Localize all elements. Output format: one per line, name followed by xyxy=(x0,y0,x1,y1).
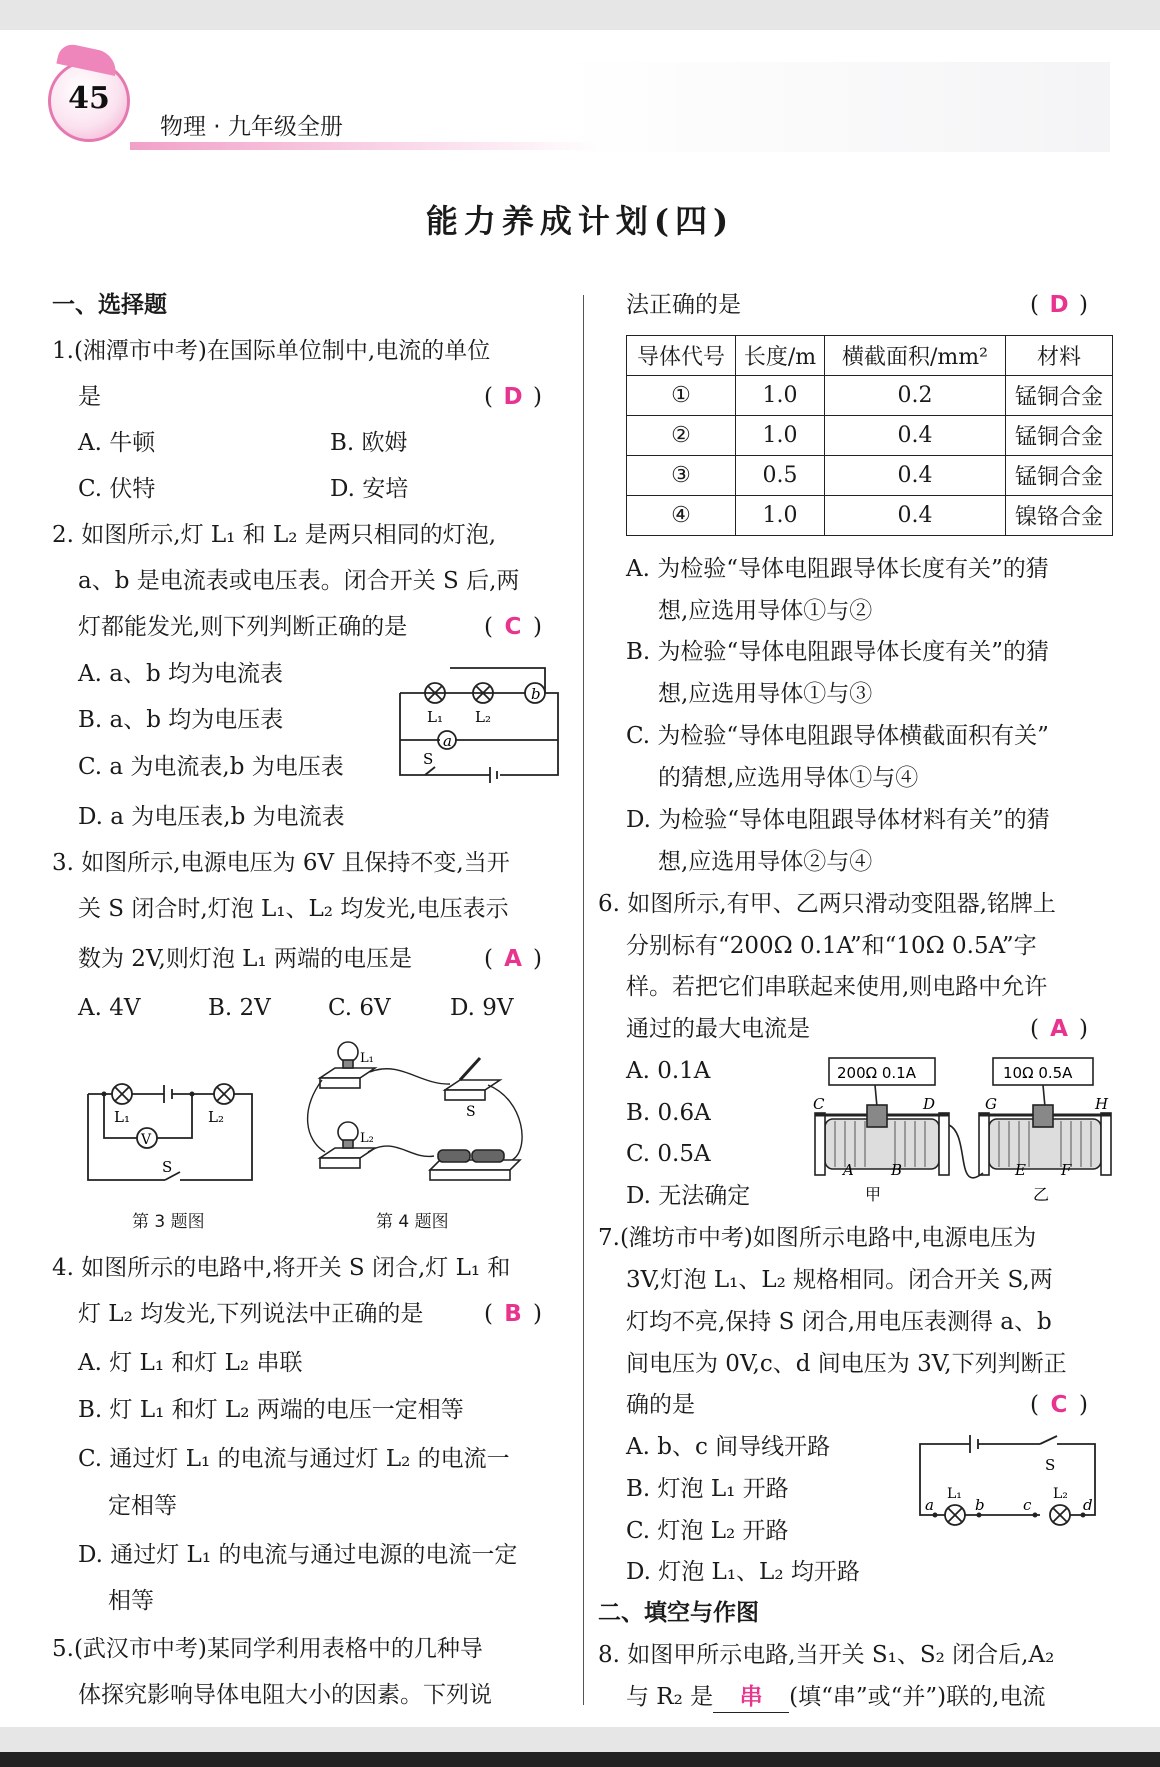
q1-option-b: B. 欧姆 xyxy=(330,430,408,456)
q5-option-a-line-2: 想,应选用导体①与② xyxy=(658,598,873,624)
table-cell: 1.0 xyxy=(736,416,825,456)
table-cell: ① xyxy=(627,376,736,416)
q3-line-2: 关 S 闭合时,灯泡 L₁、L₂ 均发光,电压表示 xyxy=(78,896,509,922)
q5-line-3: 法正确的是 xyxy=(626,292,741,318)
q6-answer-letter: A xyxy=(1050,1016,1068,1042)
q3-circuit-diagram xyxy=(80,1080,260,1190)
table-cell: ② xyxy=(627,416,736,456)
q6-line-4: 通过的最大电流是 xyxy=(626,1016,810,1042)
q7-point-d: d xyxy=(1083,1496,1093,1514)
q1-line-1: 1.(湘潭市中考)在国际单位制中,电流的单位 xyxy=(52,338,491,364)
q3-option-b: B. 2V xyxy=(208,995,271,1021)
q2-meter-a-label: a xyxy=(443,732,452,750)
q7-option-c: C. 灯泡 L₂ 开路 xyxy=(626,1518,789,1544)
table-cell: 0.5 xyxy=(736,456,825,496)
q6-answer: ( A ) xyxy=(1030,1016,1088,1042)
table-cell: 0.4 xyxy=(825,456,1006,496)
q1-answer-letter: D xyxy=(503,384,523,410)
q5-line-1: 5.(武汉市中考)某同学利用表格中的几种导 xyxy=(52,1636,483,1662)
q6-line-3: 样。若把它们串联起来使用,则电路中允许 xyxy=(626,974,1048,1000)
q8-line-2-post: (填“串”或“并”)联的,电流 xyxy=(789,1684,1046,1710)
q6-label-yi: 乙 xyxy=(1033,1185,1050,1204)
table-row xyxy=(627,456,1113,496)
q6-terminal-a: A xyxy=(843,1161,854,1179)
q7-circuit-diagram xyxy=(915,1430,1105,1525)
q6-terminal-b: B xyxy=(891,1161,903,1179)
table-cell: 0.4 xyxy=(825,496,1006,536)
table-cell: 0.2 xyxy=(825,376,1006,416)
table-cell: 1.0 xyxy=(736,496,825,536)
page-number-badge xyxy=(48,60,130,142)
q6-option-b: B. 0.6A xyxy=(626,1100,711,1126)
q4-option-c-line-1: C. 通过灯 L₁ 的电流与通过灯 L₂ 的电流一 xyxy=(78,1446,510,1472)
q2-meter-b-label: b xyxy=(531,685,541,703)
q2-switch-label: S xyxy=(423,750,434,768)
q4-answer: ( B ) xyxy=(484,1301,542,1327)
table-cell: 镍铬合金 xyxy=(1006,496,1113,536)
q3-l2-label: L₂ xyxy=(208,1108,224,1126)
page-title: 能力养成计划(四) xyxy=(425,202,735,240)
q2-option-d: D. a 为电压表,b 为电流表 xyxy=(78,804,345,830)
q7-line-1: 7.(潍坊市中考)如图所示电路中,电源电压为 xyxy=(598,1225,1037,1251)
q6-terminal-e: E xyxy=(1015,1161,1026,1179)
q7-l1-label: L₁ xyxy=(947,1486,962,1502)
q2-l1-label: L₁ xyxy=(427,708,443,726)
q5-option-c-line-1: C. 为检验“导体电阻跟导体横截面积有关” xyxy=(626,723,1049,749)
q7-option-a: A. b、c 间导线开路 xyxy=(626,1434,831,1460)
q7-line-4: 间电压为 0V,c、d 间电压为 3V,下列判断正 xyxy=(626,1351,1067,1377)
q2-answer: ( C ) xyxy=(484,614,542,640)
q8-blank-answer: 串 xyxy=(713,1682,789,1713)
q3-line-1: 3. 如图所示,电源电压为 6V 且保持不变,当开 xyxy=(52,850,510,876)
q2-l2-label: L₂ xyxy=(475,708,491,726)
table-cell: 锰铜合金 xyxy=(1006,376,1113,416)
q3-line-3: 数为 2V,则灯泡 L₁ 两端的电压是 xyxy=(78,946,412,972)
q6-line-1: 6. 如图所示,有甲、乙两只滑动变阻器,铭牌上 xyxy=(598,891,1056,917)
q1-option-d: D. 安培 xyxy=(330,476,409,502)
q5-option-b-line-1: B. 为检验“导体电阻跟导体长度有关”的猜 xyxy=(626,639,1050,665)
book-title: 物理 · 九年级全册 xyxy=(160,114,343,140)
header-underline xyxy=(130,142,600,150)
q2-line-3: 灯都能发光,则下列判断正确的是 xyxy=(78,614,408,640)
q5-answer: ( D ) xyxy=(1030,292,1088,318)
q5-option-c-line-2: 的猜想,应选用导体①与④ xyxy=(658,765,919,791)
q6-label-jia: 甲 xyxy=(865,1185,882,1204)
q2-option-c: C. a 为电流表,b 为电压表 xyxy=(78,754,344,780)
table-row xyxy=(627,376,1113,416)
table-header: 导体代号 xyxy=(627,336,736,376)
q7-line-2: 3V,灯泡 L₁、L₂ 规格相同。闭合开关 S,两 xyxy=(626,1267,1053,1293)
q3-switch-label: S xyxy=(162,1158,173,1176)
q4-line-1: 4. 如图所示的电路中,将开关 S 闭合,灯 L₁ 和 xyxy=(52,1255,511,1281)
q7-line-3: 灯均不亮,保持 S 闭合,用电压表测得 a、b xyxy=(626,1309,1052,1335)
q3-voltmeter-label: V xyxy=(141,1132,152,1148)
section-heading-choice: 一、选择题 xyxy=(52,292,167,318)
q3-answer: ( A ) xyxy=(484,946,542,972)
table-row xyxy=(627,416,1113,456)
q3-option-d: D. 9V xyxy=(450,995,514,1021)
header-band xyxy=(560,62,1110,152)
q6-line-2: 分别标有“200Ω 0.1A”和“10Ω 0.5A”字 xyxy=(626,933,1037,959)
q6-terminal-h: H xyxy=(1095,1095,1109,1113)
table-cell: 锰铜合金 xyxy=(1006,416,1113,456)
column-divider xyxy=(583,295,584,1705)
q3-option-c: C. 6V xyxy=(328,995,391,1021)
q7-l2-label: L₂ xyxy=(1053,1486,1068,1502)
q3-option-a: A. 4V xyxy=(78,995,141,1021)
q4-option-c-line-2: 定相等 xyxy=(108,1493,177,1519)
q7-answer-letter: C xyxy=(1050,1392,1068,1418)
table-cell: 0.4 xyxy=(825,416,1006,456)
table-header: 横截面积/mm² xyxy=(825,336,1006,376)
q5-option-d-line-1: D. 为检验“导体电阻跟导体材料有关”的猜 xyxy=(626,807,1050,833)
q4-option-d-line-2: 相等 xyxy=(108,1588,154,1614)
q4-circuit-drawing xyxy=(300,1040,530,1190)
q6-terminal-g: G xyxy=(985,1095,997,1113)
q3-answer-letter: A xyxy=(504,946,522,972)
q5-option-d-line-2: 想,应选用导体②与④ xyxy=(658,849,873,875)
table-header: 长度/m xyxy=(736,336,825,376)
q4-l1-label: L₁ xyxy=(360,1051,374,1066)
q2-option-a: A. a、b 均为电流表 xyxy=(78,661,283,687)
q4-switch-label: S xyxy=(466,1104,476,1120)
q6-plate-2: 10Ω 0.5A xyxy=(1003,1064,1073,1082)
table-cell: ④ xyxy=(627,496,736,536)
table-cell: 1.0 xyxy=(736,376,825,416)
q7-switch-label: S xyxy=(1045,1456,1056,1474)
section-heading-fill: 二、填空与作图 xyxy=(598,1600,759,1626)
table-cell: ③ xyxy=(627,456,736,496)
q1-option-c: C. 伏特 xyxy=(78,476,156,502)
q4-answer-letter: B xyxy=(504,1301,522,1327)
table-row xyxy=(627,496,1113,536)
table-header-row xyxy=(627,336,1113,376)
q5-line-2: 体探究影响导体电阻大小的因素。下列说 xyxy=(78,1682,492,1708)
q6-option-d: D. 无法确定 xyxy=(626,1183,751,1209)
q6-terminal-f: F xyxy=(1061,1161,1072,1179)
q6-option-a: A. 0.1A xyxy=(626,1058,711,1084)
q4-l2-label: L₂ xyxy=(360,1131,374,1146)
page-number: 45 xyxy=(68,81,110,116)
q2-line-2: a、b 是电流表或电压表。闭合开关 S 后,两 xyxy=(78,568,520,594)
q7-option-d: D. 灯泡 L₁、L₂ 均开路 xyxy=(626,1559,860,1585)
q8-line-2 xyxy=(626,1682,1045,1713)
q2-circuit-diagram xyxy=(395,660,565,780)
q7-point-c: c xyxy=(1023,1496,1032,1514)
q3-l1-label: L₁ xyxy=(114,1108,130,1126)
q7-point-b: b xyxy=(975,1496,985,1514)
q2-answer-letter: C xyxy=(504,614,522,640)
q6-terminal-c: C xyxy=(813,1095,825,1113)
q4-option-d-line-1: D. 通过灯 L₁ 的电流与通过电源的电流一定 xyxy=(78,1542,518,1568)
q4-option-a: A. 灯 L₁ 和灯 L₂ 串联 xyxy=(78,1350,303,1376)
q2-line-1: 2. 如图所示,灯 L₁ 和 L₂ 是两只相同的灯泡, xyxy=(52,522,497,548)
q7-point-a: a xyxy=(925,1496,934,1514)
q5-option-b-line-2: 想,应选用导体①与③ xyxy=(658,681,873,707)
q6-plate-1: 200Ω 0.1A xyxy=(837,1064,916,1082)
bottom-bar xyxy=(0,1752,1160,1767)
q5-conductor-table xyxy=(626,335,1113,536)
q4-line-2: 灯 L₂ 均发光,下列说法中正确的是 xyxy=(78,1301,424,1327)
q7-answer: ( C ) xyxy=(1030,1392,1088,1418)
q2-option-b: B. a、b 均为电压表 xyxy=(78,707,284,733)
q8-line-2-pre: 与 R₂ 是 xyxy=(626,1684,714,1710)
table-header: 材料 xyxy=(1006,336,1113,376)
q7-line-5: 确的是 xyxy=(626,1392,695,1418)
q5-answer-letter: D xyxy=(1049,292,1069,318)
q4-figure-caption: 第 4 题图 xyxy=(376,1212,449,1232)
q6-rheostat-figure xyxy=(805,1055,1110,1210)
q6-option-c: C. 0.5A xyxy=(626,1141,711,1167)
q1-answer: ( D ) xyxy=(484,384,542,410)
q7-option-b: B. 灯泡 L₁ 开路 xyxy=(626,1476,789,1502)
q4-option-b: B. 灯 L₁ 和灯 L₂ 两端的电压一定相等 xyxy=(78,1397,464,1423)
q1-option-a: A. 牛顿 xyxy=(78,430,156,456)
q3-figure-caption: 第 3 题图 xyxy=(132,1212,205,1232)
table-cell: 锰铜合金 xyxy=(1006,456,1113,496)
q5-option-a-line-1: A. 为检验“导体电阻跟导体长度有关”的猜 xyxy=(626,556,1049,582)
q6-terminal-d: D xyxy=(923,1095,936,1113)
q1-line-2: 是 xyxy=(78,384,101,410)
q8-line-1: 8. 如图甲所示电路,当开关 S₁、S₂ 闭合后,A₂ xyxy=(598,1642,1055,1668)
